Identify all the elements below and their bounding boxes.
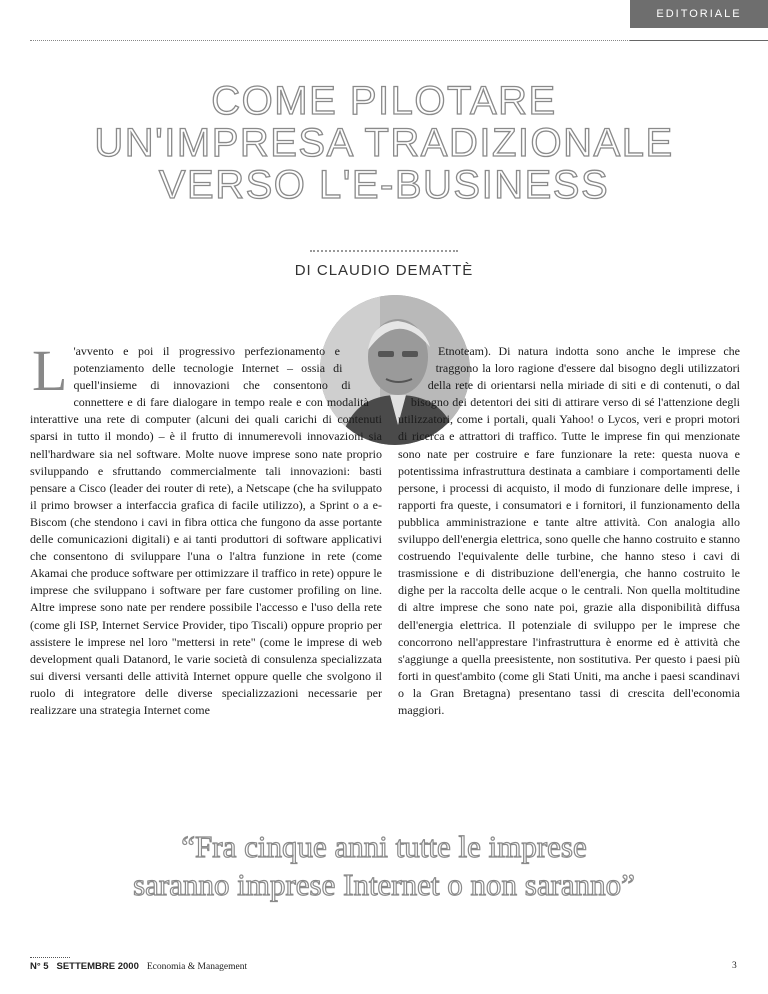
photo-wrap-space-left — [280, 343, 382, 443]
footer — [30, 961, 247, 972]
author-byline: DI CLAUDIO DEMATTÈ — [294, 262, 474, 279]
pull-quote-line-2: saranno imprese Internet o non saranno” — [133, 867, 635, 902]
column-2-text: Etnoteam). Di natura indotta sono anche le imprese che traggono la loro ragione d'essere dal bisogno degli utilizzatori della rete di orientarsi nella miriade di siti e di contenuti, o dal bisogno dei detentori dei siti di attirare verso di sé l'attenzione degli utilizzatori, come i portali, quali Yahoo! o Lycos, veri e propri motori di ricerca e attrattori di traffico. Tutte le imprese fin qui menzionate sono nate per costruire e fare funzionare la rete: questa nuova e potentissima infrastruttura destinata a cambiare i comportamenti delle persone, i processi di acquisto, il modo di funzionare delle imprese, i rapporti fra queste, i consumatori e i fornitori, il funzionamento della pubblica amministrazione e tante altre attività. Con analogia allo sviluppo dell'energia elettrica, sono quelle che hanno costruito e stanno costruendo l'equivalente delle turbine, che hanno steso i cavi di trasmissione e di distribuzione dell'energia, che hanno costruito le dighe per la raccolta delle acque o le centrali. Non quella moltitudine di altre imprese che sono nate poi, grazie alla disponibilità diffusa dell'energia elettrica. Il potenziale di sviluppo per le imprese che concorrono nell'apprestare l'infrastruttura è enorme ed è attività che s'aggiunge a quella preesistente, non sostitutiva. Per questo i paesi più forti in quest'ambito (come gli Stati Uniti, ma anche i paesi scandinavi o la Gran Bretagna) presentano tassi di crescita dell'economia maggiori. — [398, 344, 740, 717]
article-column-1 — [30, 338, 382, 719]
article-column-2 — [398, 343, 740, 719]
title-line-3: VERSO L'E-BUSINESS — [158, 163, 610, 207]
photo-wrap-space-right — [398, 343, 498, 443]
footer-dotted-rule — [30, 957, 70, 958]
top-solid-rule — [630, 40, 768, 41]
section-tag: EDITORIALE — [630, 0, 768, 28]
article-title — [0, 80, 768, 206]
column-1-text: 'avvento e poi il progressivo perfezionamento e potenziamento delle tecnologie Internet – ossia di quell'insieme di innovazioni che consentono di connettere e di fare dialogare in tempo reale e con modalità interattive una rete di computer (alcuni dei quali carichi di contenuti sparsi in tutto il mondo) – è il frutto di innumerevoli innovazioni sia nell'hardware sia nel software. Molte nuove imprese sono nate proprio sviluppando e sfruttando commercialmente tali innovazioni: basti pensare a Cisco (leader dei router di rete), a Netscape (che ha sviluppato il primo browser a interfaccia grafica di facile utilizzo), a Sprint o a e-Biscom (che stendono i cavi in fibra ottica che fungono da asse portante delle comunicazioni digitali) e ai tanti produttori di software applicativi che consentono di sviluppare l'una o l'altra funzione in rete (come Akamai che produce software per ottimizzare il traffico in rete) oppure le imprese che sviluppano i software per fare customer profiling on line. Altre imprese sono nate per rendere possibile l'accesso e l'uso della rete (come gli ISP, Internet Service Provider, tipo Tiscali) oppure proprio per assistere le imprese nel loro "mettersi in rete" (come le imprese di web development quali Datanord, le varie società di consulenza specializzata sui diversi versanti delle attività Internet oppure quelle che svolgono il ruolo di integratore delle diverse specializzazioni necessarie per realizzare una strategia Internet come — [30, 344, 382, 717]
pull-quote — [0, 828, 768, 904]
pull-quote-line-1: “Fra cinque anni tutte le imprese — [181, 829, 587, 864]
top-dotted-rule — [30, 40, 630, 41]
drop-cap: L — [32, 338, 68, 403]
title-line-1: COME PILOTARE — [211, 79, 557, 123]
title-line-2: UN'IMPRESA TRADIZIONALE — [94, 121, 674, 165]
page-number: 3 — [732, 961, 737, 971]
issue-label: N° 5 SETTEMBRE 2000 — [30, 961, 139, 972]
publication-name: Economia & Management — [146, 962, 248, 972]
author-dotted-rule — [310, 250, 458, 252]
